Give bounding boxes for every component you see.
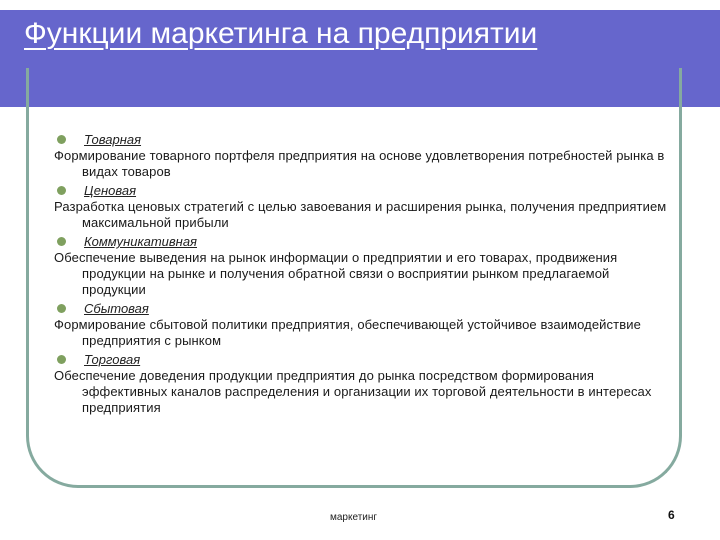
function-description: Формирование товарного портфеля предприятия на основе удовлетворения потребностей рынка в видах товаров [54, 148, 665, 179]
function-name: Торговая [84, 352, 141, 367]
function-name: Коммуникативная [84, 234, 197, 249]
function-description: Разработка ценовых стратегий с целью завоевания и расширения рынка, получения предприятием максимальной прибыли [54, 199, 667, 230]
page-number: 6 [668, 508, 675, 522]
function-heading [54, 182, 674, 199]
function-heading [54, 300, 674, 317]
function-name: Сбытовая [84, 301, 149, 316]
bullet-icon [57, 237, 66, 246]
functions-list [54, 131, 674, 416]
function-description: Формирование сбытовой политики предприятия, обеспечивающей устойчивое взаимодействие предприятия с рынком [54, 317, 641, 348]
bullet-icon [57, 304, 66, 313]
function-heading [54, 131, 674, 148]
function-name: Товарная [84, 132, 142, 147]
function-name: Ценовая [84, 183, 137, 198]
function-description: Обеспечение доведения продукции предприятия до рынка посредством формирования эффективных каналов распределения и организации их торговой деятельности в интересах предприятия [54, 368, 652, 415]
bullet-icon [57, 355, 66, 364]
function-heading [54, 351, 674, 368]
function-description: Обеспечение выведения на рынок информации о предприятии и его товарах, продвижения продукции на рынке и получения обратной связи о восприятии рынком предлагаемой продукции [54, 250, 618, 297]
bullet-icon [57, 186, 66, 195]
footer-label: маркетинг [330, 512, 378, 523]
slide-title: Функции маркетинга на предприятии [24, 17, 538, 50]
bullet-icon [57, 135, 66, 144]
function-heading [54, 233, 674, 250]
